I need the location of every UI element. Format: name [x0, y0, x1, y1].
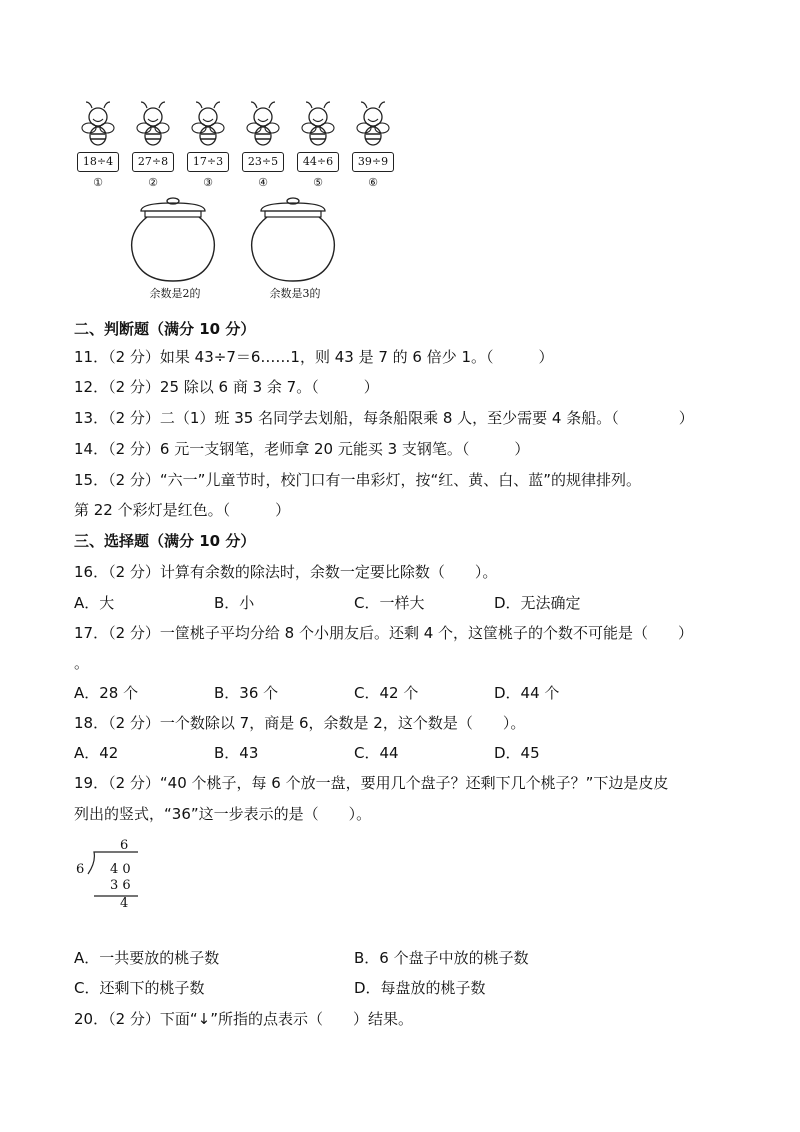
remainder: 4	[120, 896, 129, 911]
option-a: A．28 个	[74, 684, 139, 702]
bee-row	[76, 100, 406, 195]
question-17: 17．（2 分）一筐桃子平均分给 8 个小朋友后。还剩 4 个，这筐桃子的个数不可能是（ ）	[74, 624, 694, 642]
division-expression: 39÷9	[352, 152, 394, 172]
question-14: 14．（2 分）6 元一支钢笔，老师拿 20 元能买 3 支钢笔。（ ）	[74, 440, 530, 458]
item-number: ③	[203, 176, 213, 189]
jar-icon	[245, 195, 345, 285]
question-20: 20．（2 分）下面“↓”所指的点表示（ ）结果。	[74, 1010, 414, 1028]
division-expression: 18÷4	[77, 152, 119, 172]
item-number: ⑤	[313, 176, 323, 189]
option-d: D．44 个	[494, 684, 560, 702]
option-c: C．一样大	[354, 594, 425, 612]
question-18: 18．（2 分）一个数除以 7，商是 6，余数是 2，这个数是（ ）。	[74, 714, 526, 732]
option-b: B．43	[214, 744, 259, 762]
jar-icon	[125, 195, 225, 285]
question-16: 16．（2 分）计算有余数的除法时，余数一定要比除数（ ）。	[74, 563, 498, 581]
option-d: D．无法确定	[494, 594, 581, 612]
item-number: ⑥	[368, 176, 378, 189]
division-expression: 17÷3	[187, 152, 229, 172]
bee-icon	[353, 100, 393, 148]
option-c: C．42 个	[354, 684, 419, 702]
section-heading: 二、判断题（满分 10 分）	[74, 320, 256, 338]
bee-card-4	[241, 100, 285, 192]
option-a: A．一共要放的桃子数	[74, 949, 220, 967]
division-expression: 23÷5	[242, 152, 284, 172]
question-13: 13．（2 分）二（1）班 35 名同学去划船，每条船限乘 8 人，至少需要 4 条船。（ ）	[74, 409, 694, 427]
question-15-continued: 第 22 个彩灯是红色。（ ）	[74, 501, 291, 519]
section-heading: 三、选择题（满分 10 分）	[74, 532, 256, 550]
question-19-continued: 列出的竖式，“36”这一步表示的是（ ）。	[74, 805, 372, 823]
division-expression: 44÷6	[297, 152, 339, 172]
question-11: 11．（2 分）如果 43÷7＝6……1，则 43 是 7 的 6 倍少 1。（ ）	[74, 348, 554, 366]
question-12: 12．（2 分）25 除以 6 商 3 余 7。（ ）	[74, 378, 379, 396]
bee-icon	[133, 100, 173, 148]
divisor: 6	[76, 862, 85, 877]
quotient: 6	[120, 838, 129, 853]
jar-remainder-2	[125, 195, 225, 305]
item-number: ④	[258, 176, 268, 189]
division-expression: 27÷8	[132, 152, 174, 172]
item-number: ①	[93, 176, 103, 189]
option-b: B．小	[214, 594, 255, 612]
option-b: B．6 个盘子中放的桃子数	[354, 949, 529, 967]
option-b: B．36 个	[214, 684, 279, 702]
bee-card-1	[76, 100, 120, 192]
option-a: A．大	[74, 594, 115, 612]
option-a: A．42	[74, 744, 119, 762]
bee-card-6	[351, 100, 395, 192]
product: 3 6	[110, 878, 131, 893]
option-c: C．44	[354, 744, 399, 762]
bee-card-5	[296, 100, 340, 192]
option-c: C．还剩下的桃子数	[74, 979, 205, 997]
dividend: 4 0	[110, 862, 131, 877]
bee-card-3	[186, 100, 230, 192]
bee-icon	[188, 100, 228, 148]
long-division-figure	[74, 838, 154, 918]
bee-icon	[243, 100, 283, 148]
question-19: 19．（2 分）“40 个桃子，每 6 个放一盘，要用几个盘子？还剩下几个桃子？”下边是皮皮	[74, 774, 669, 792]
option-d: D．45	[494, 744, 540, 762]
bee-icon	[298, 100, 338, 148]
jar-label: 余数是2的	[149, 287, 201, 300]
jar-label: 余数是3的	[269, 287, 321, 300]
question-17-continued: 。	[74, 654, 90, 672]
bee-icon	[78, 100, 118, 148]
bee-card-2	[131, 100, 175, 192]
option-d: D．每盘放的桃子数	[354, 979, 486, 997]
item-number: ②	[148, 176, 158, 189]
question-15: 15．（2 分）“六一”儿童节时，校门口有一串彩灯，按“红、黄、白、蓝”的规律排列。	[74, 471, 641, 489]
jar-remainder-3	[245, 195, 345, 305]
